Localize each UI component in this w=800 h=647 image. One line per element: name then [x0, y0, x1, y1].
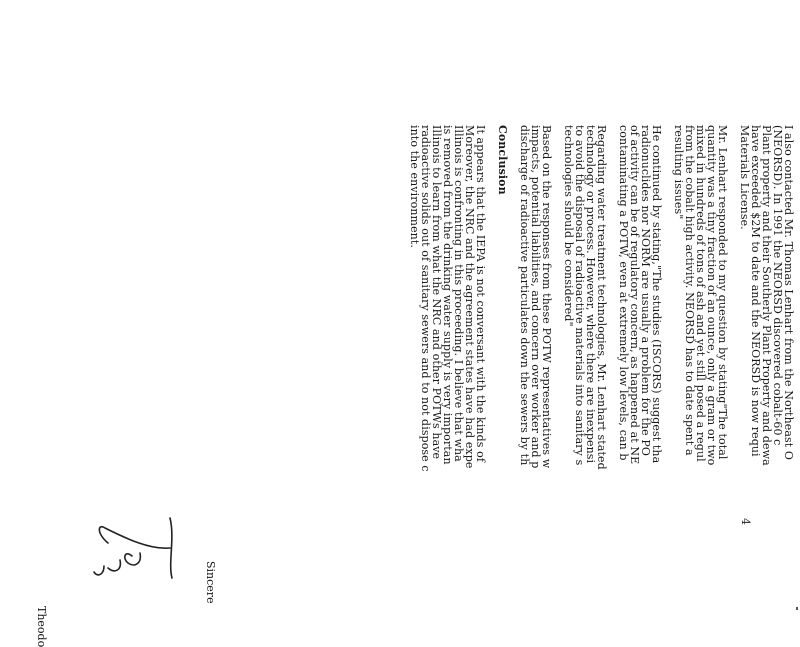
text-line: of activity can be of regulatory concern, as happened at NE [628, 125, 641, 465]
text-line: into the environment. [408, 125, 421, 248]
text-line: radionuclides nor NORM are usually a problem for the PO [639, 125, 652, 456]
text-line: Materials License. [738, 125, 751, 230]
text-line: is removed from the drinking water supply is very importan [441, 125, 454, 465]
paragraph-potw-responses [519, 125, 552, 625]
page-number: 4 [739, 518, 752, 525]
text-line: Illinois to learn from what the NRC and other POTWs have [430, 125, 443, 460]
text-line: I also contacted Mr. Thomas Lenhart from the Northeast O [782, 125, 795, 461]
text-line: Moreover, the NRC and the agreement states have had expe [463, 125, 476, 469]
text-line: Plant property and their Southerly Plant Property and dewa [760, 125, 773, 466]
text-line: (NEORSD). In 1991 the NEORSD discovered cobalt-60 c [771, 125, 784, 446]
text-line: from the cobalt high activity. NEORSD has to date spent a [683, 125, 696, 456]
body-text [398, 125, 794, 625]
text-line: He continued by stating,"The studies (ISCORS) suggest tha [650, 125, 663, 464]
signer-name: Theodo [35, 606, 48, 647]
paragraph-iscors-studies [618, 125, 662, 625]
conclusion-heading: Conclusion [496, 125, 509, 195]
paragraph-lenhart-response [673, 125, 728, 625]
text-line: radioactive solids out of sanitary sewers and to not dispose c [419, 125, 432, 472]
handwritten-signature [90, 508, 180, 598]
text-line: mixed in hundreds of tons of ash and yet still posed a regul [694, 125, 707, 462]
paragraph-treatment-technologies [563, 125, 607, 625]
text-line: to avoid the disposal of radioactive materials into sanitary s [573, 125, 586, 466]
closing-salutation: Sincere [204, 561, 217, 604]
text-line: technologies should be considered" [562, 125, 575, 327]
text-line: technology or process. However, where there are inexpensi [584, 125, 597, 464]
text-line: discharge of radioactive particulates down the sewers by th [518, 125, 531, 466]
text-line: Illinois is confronting in this proceeding. I believe that wha [452, 125, 465, 462]
text-line: resulting issues" [672, 125, 685, 220]
text-line: Based on the responses from these POTW representatives w [540, 125, 553, 469]
paragraph-conclusion [409, 125, 486, 625]
text-line: Regarding water treatment technologies, Mr. Lenhart stated [595, 125, 608, 470]
text-line: have exceeded $2M to date and the NEORSD is now requi [749, 125, 762, 457]
text-line: impacts, potential liabilities, and concern over worker and p [529, 125, 542, 469]
text-line: contaminating a POTW, even at extremely low levels, can b [617, 125, 630, 461]
paragraph-neorsd-contact [739, 125, 794, 625]
text-line: It appears that the IEPA is not conversant with the kinds of [474, 125, 487, 462]
text-line: quantity was a tiny fraction of an ounce, only a gram or two [705, 125, 718, 466]
text-line: Mr. Lenhart responded to my question by stating"The total [716, 125, 729, 460]
scan-speck [796, 607, 798, 610]
